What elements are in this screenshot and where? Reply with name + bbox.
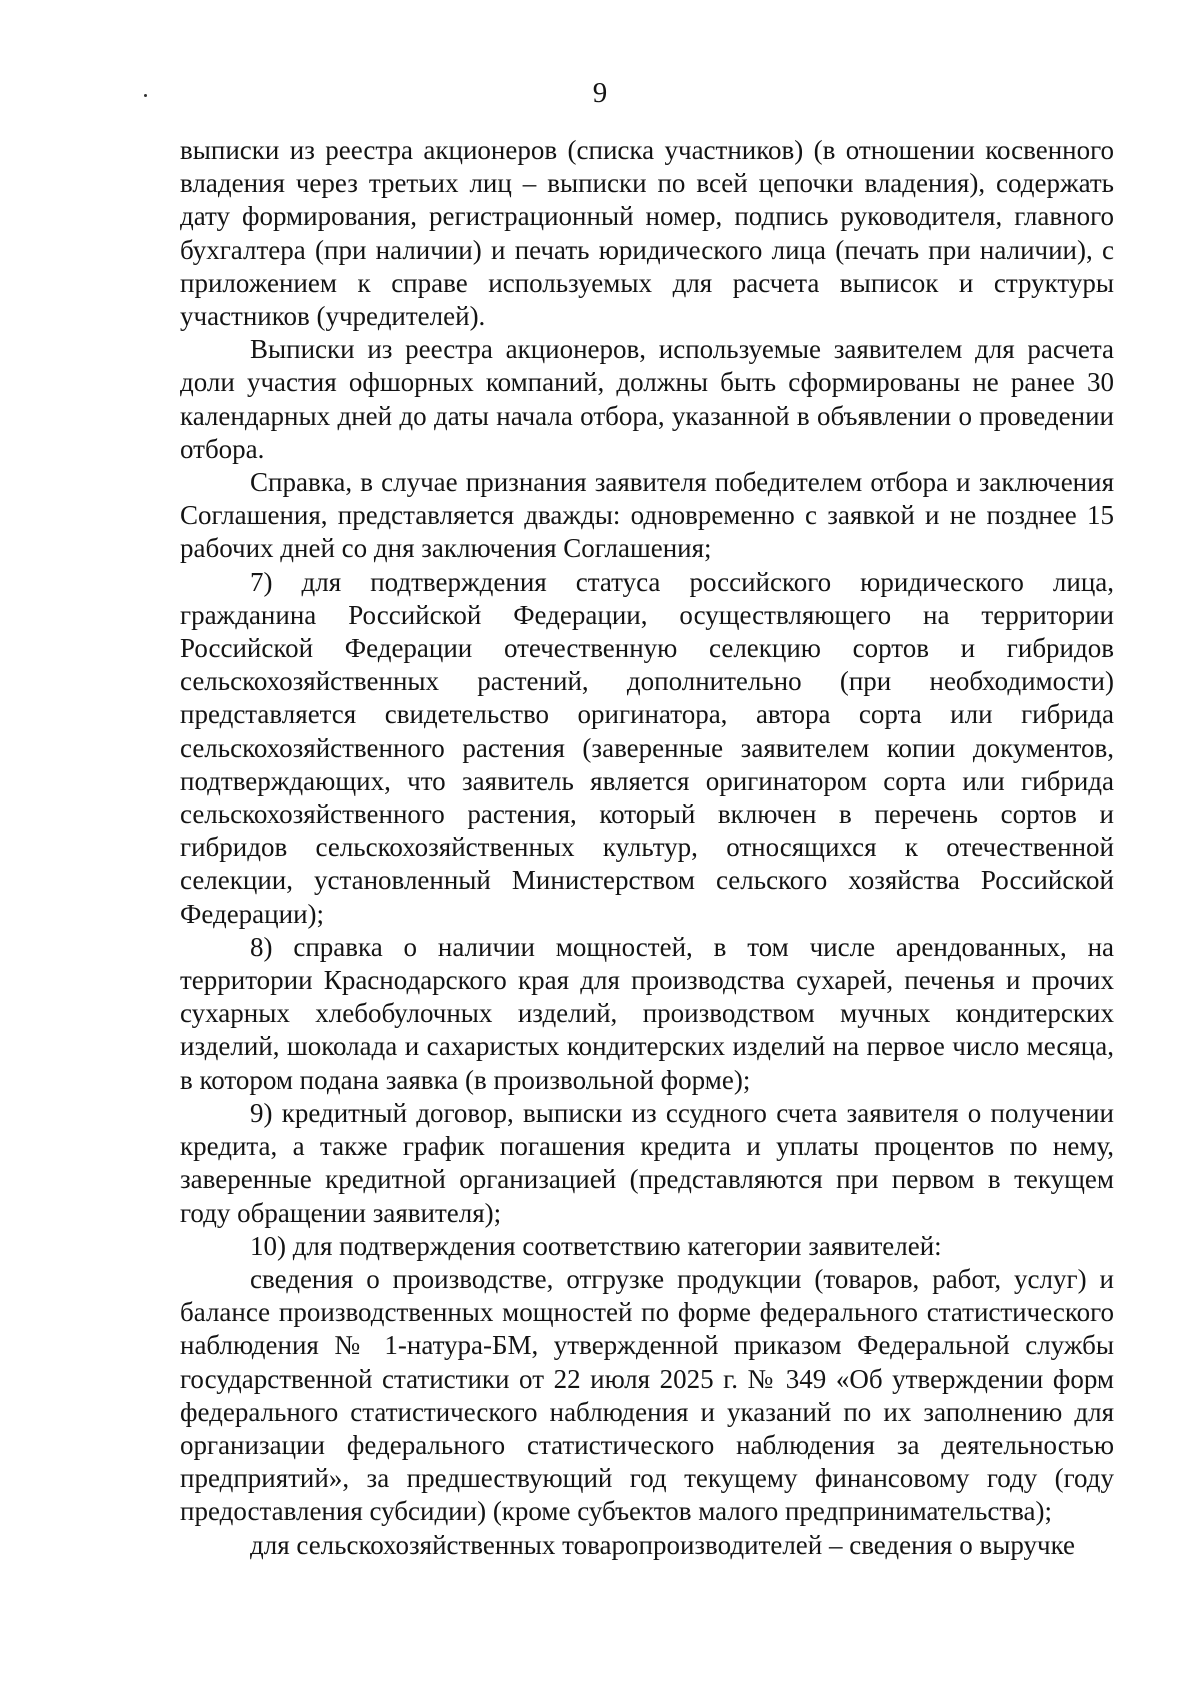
list-item-10: 10) для подтверждения соответствию категории заявителей: xyxy=(250,1230,942,1261)
paragraph-certificate-twice: Справка, в случае признания заявителя победителем отбора и заключения Соглашения, представляется дважды: одновременно с заявкой и не позднее 15 рабочих дней со дня заключения Соглашения; xyxy=(180,467,1114,564)
document-body xyxy=(180,134,1114,1562)
page-number: 9 xyxy=(592,77,608,109)
paragraph-offshore-extracts: Выписки из реестра акционеров, используемые заявителем для расчета доли участия офшорных компаний, должны быть сформированы не ранее 30 календарных дней до даты начала отбора, указанной в объявлении о проведении отбора. xyxy=(180,334,1114,464)
list-item-8: 8) справка о наличии мощностей, в том числе арендованных, на территории Краснодарского края для производства сухарей, печенья и прочих сухарных хлебобулочных изделий, производством мучных кондитерских изделий, шоколада и сахаристых кондитерских изделий на первое число месяца, в котором подана заявка (в произвольной форме); xyxy=(180,931,1114,1095)
list-item-9: 9) кредитный договор, выписки из ссудного счета заявителя о получении кредита, а также график погашения кредита и уплаты процентов по нему, заверенные кредитной организацией (представляются при первом в текущем году обращении заявителя); xyxy=(180,1097,1114,1228)
paragraph-continuation: выписки из реестра акционеров (списка участников) (в отношении косвенного владения через третьих лиц – выписки по всей цепочки владения), содержать дату формирования, регистрационный номер, подпись руководителя, главного бухгалтера (при наличии) и печать юридического лица (печать при наличии), с приложением к справе используемых для расчета выписок и структуры участников (учредителей). xyxy=(180,135,1114,332)
paragraph-production-data: сведения о производстве, отгрузке продукции (товаров, работ, услуг) и балансе производственных мощностей по форме федерального статистического наблюдения № 1-натура-БМ, утвержденной приказом Федеральной службы государственной статистики от 22 июля 2025 г. № 349 «Об утверждении форм федерального статистического наблюдения и указаний по их заполнению для организации федерального статистического наблюдения за деятельностью предприятий», за предшествующий год текущему финансовому году (году предоставления субсидии) (кроме субъектов малого предпринимательства); xyxy=(180,1263,1114,1527)
list-item-7: 7) для подтверждения статуса российского юридического лица, гражданина Российской Федерации, осуществляющего на территории Российской Федерации отечественную селекцию сортов и гибридов сельскохозяйственных растений, дополнительно (при необходимости) представляется свидетельство оригинатора, автора сорта или гибрида сельскохозяйственного растения (заверенные заявителем копии документов, подтверждающих, что заявитель является оригинатором сорта или гибрида сельскохозяйственного растения, который включен в перечень сортов и гибридов сельскохозяйственных культур, относящихся к отечественной селекции, установленный Министерством сельского хозяйства Российской Федерации); xyxy=(180,566,1114,929)
paragraph-agri-producers: для сельскохозяйственных товаропроизводителей – сведения о выручке xyxy=(250,1529,1076,1560)
